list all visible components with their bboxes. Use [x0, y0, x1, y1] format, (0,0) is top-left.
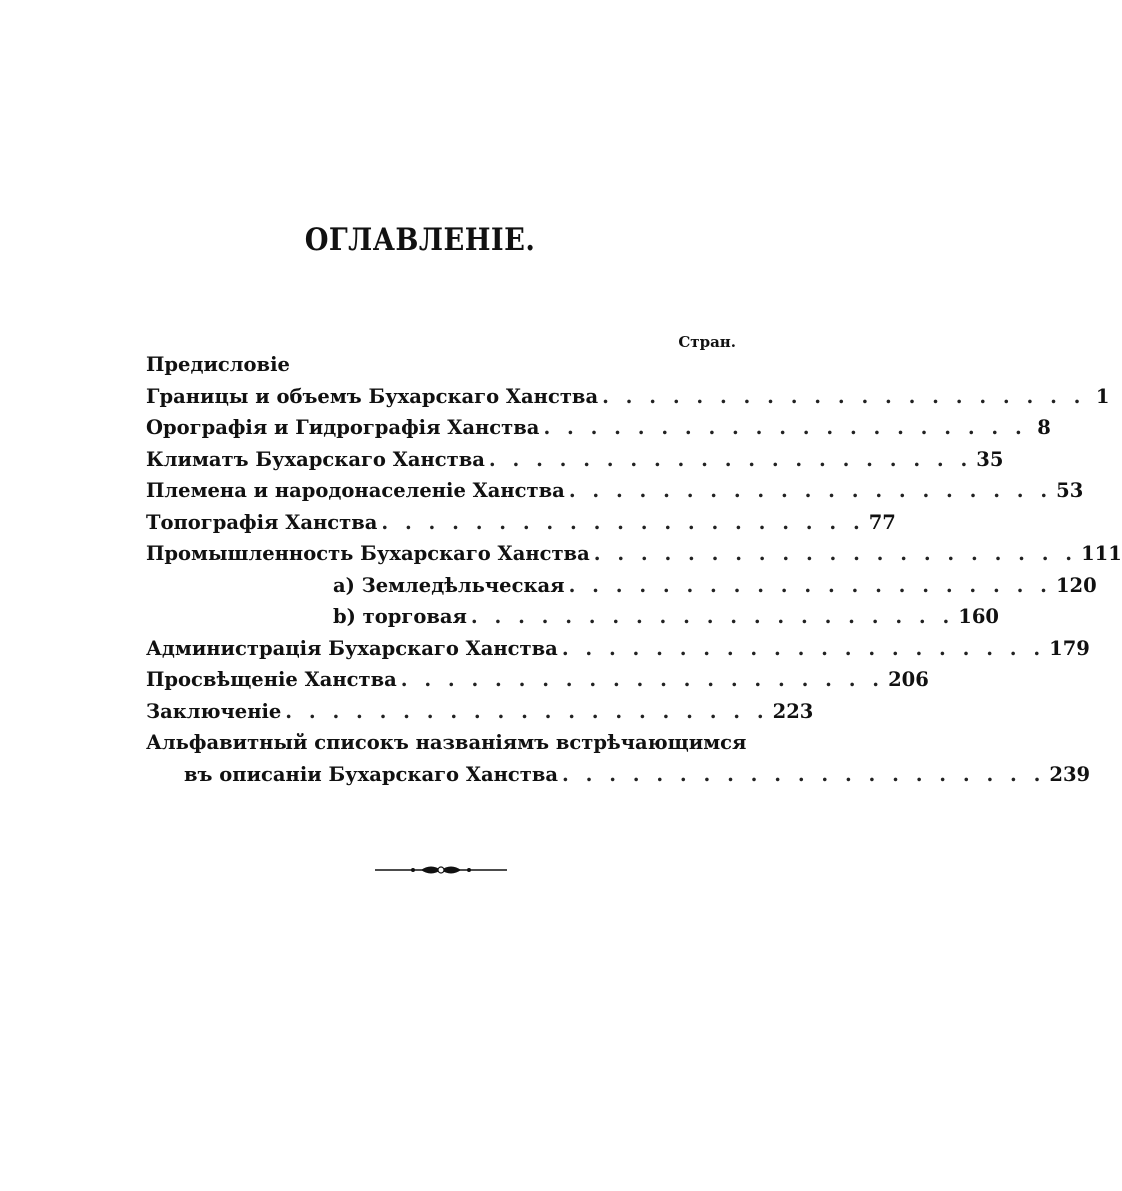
- toc-page-number: 160: [958, 605, 999, 628]
- dot-leader: . . . . . . . . . . . . . . . . . . . . .: [470, 605, 955, 628]
- dot-leader: . . . . . . . . . . . . . . . . . . . . .: [568, 573, 1052, 597]
- toc-entry-title: Заключеніе: [146, 699, 282, 723]
- ornament-divider-icon: [373, 860, 509, 880]
- toc-entry-title: Границы и объемъ Бухарскаго Ханства: [146, 384, 599, 408]
- toc-entry-title: a) Земледѣльческая: [333, 573, 565, 597]
- page-column-label: Стран.: [678, 333, 736, 351]
- toc-page-number: 120: [1055, 573, 1097, 597]
- toc-entry-title: b) торговая: [333, 605, 467, 628]
- toc-page-number: 53: [1056, 479, 1084, 502]
- toc-entry-title: Просвѣщеніе Ханства: [146, 668, 397, 691]
- toc-entry: [146, 416, 1051, 448]
- dot-leader: . . . . . . . . . . . . . . . . . . . . .: [285, 699, 769, 723]
- dot-leader: . . . . . . . . . . . . . . . . . . . . .: [400, 668, 885, 691]
- toc-entry-title: Племена и народонаселеніе Ханства: [146, 479, 565, 502]
- dot-leader: . . . . . . . . . . . . . . . . . . . . .: [543, 416, 1027, 439]
- dot-leader: . . . . . . . . . . . . . . . . . . . . .: [568, 479, 1053, 502]
- toc-page-number: 179: [1049, 636, 1090, 660]
- toc-entry: [146, 384, 1110, 417]
- toc-page-number: 239: [1049, 762, 1091, 786]
- dot-leader: . . . . . . . . . . . . . . . . . . . . .: [488, 447, 973, 471]
- toc-page-number: 111: [1081, 542, 1122, 565]
- toc-page-number: 8: [1037, 416, 1051, 439]
- toc-entry: [146, 636, 1090, 669]
- toc-page-number: 206: [888, 668, 929, 691]
- dot-leader: . . . . . . . . . . . . . . . . . . . . .: [562, 762, 1046, 786]
- toc-entry: [146, 542, 1122, 574]
- toc-page-number: 223: [772, 699, 814, 723]
- toc-entry: [146, 510, 896, 543]
- toc-entry-preface: [146, 353, 737, 385]
- toc-entry-title: Топографія Ханства: [146, 510, 378, 534]
- toc-subentry: [146, 605, 999, 637]
- toc-subentry: [146, 573, 1097, 606]
- page-title: ОГЛАВЛЕНІЕ.: [304, 222, 536, 258]
- toc-entry: [146, 699, 814, 732]
- toc-entry: [146, 447, 1004, 480]
- toc-entry-title: въ описаніи Бухарскаго Ханства: [184, 762, 559, 786]
- toc-entry-title: Промышленность Бухарскаго Ханства: [146, 542, 590, 565]
- dot-leader: . . . . . . . . . . . . . . . . . . . . .: [593, 542, 1078, 565]
- toc-entry-title: Альфавитный списокъ названіямъ встрѣчающимся: [146, 731, 747, 754]
- toc-entry-title: Предисловіе: [146, 353, 290, 376]
- toc-entry-title: Администрація Бухарскаго Ханства: [146, 636, 558, 660]
- toc-entry-multiline-cont: [146, 762, 1091, 795]
- dot-leader: . . . . . . . . . . . . . . . . . . . . .: [561, 636, 1046, 660]
- toc-page-number: 1: [1095, 384, 1110, 408]
- dot-leader: . . . . . . . . . . . . . . . . . . . . .: [381, 510, 865, 534]
- toc-entry-multiline-first: [146, 731, 747, 763]
- toc-page-number: 77: [868, 510, 896, 534]
- toc-entry: [146, 479, 1084, 511]
- table-of-contents: [146, 353, 1122, 794]
- toc-entry-title: Орографія и Гидрографія Ханства: [146, 416, 540, 439]
- toc-page-number: 35: [976, 447, 1004, 471]
- dot-leader: . . . . . . . . . . . . . . . . . . . . .: [602, 384, 1086, 408]
- toc-entry-title: Климатъ Бухарскаго Ханства: [146, 447, 485, 471]
- toc-entry: [146, 668, 929, 700]
